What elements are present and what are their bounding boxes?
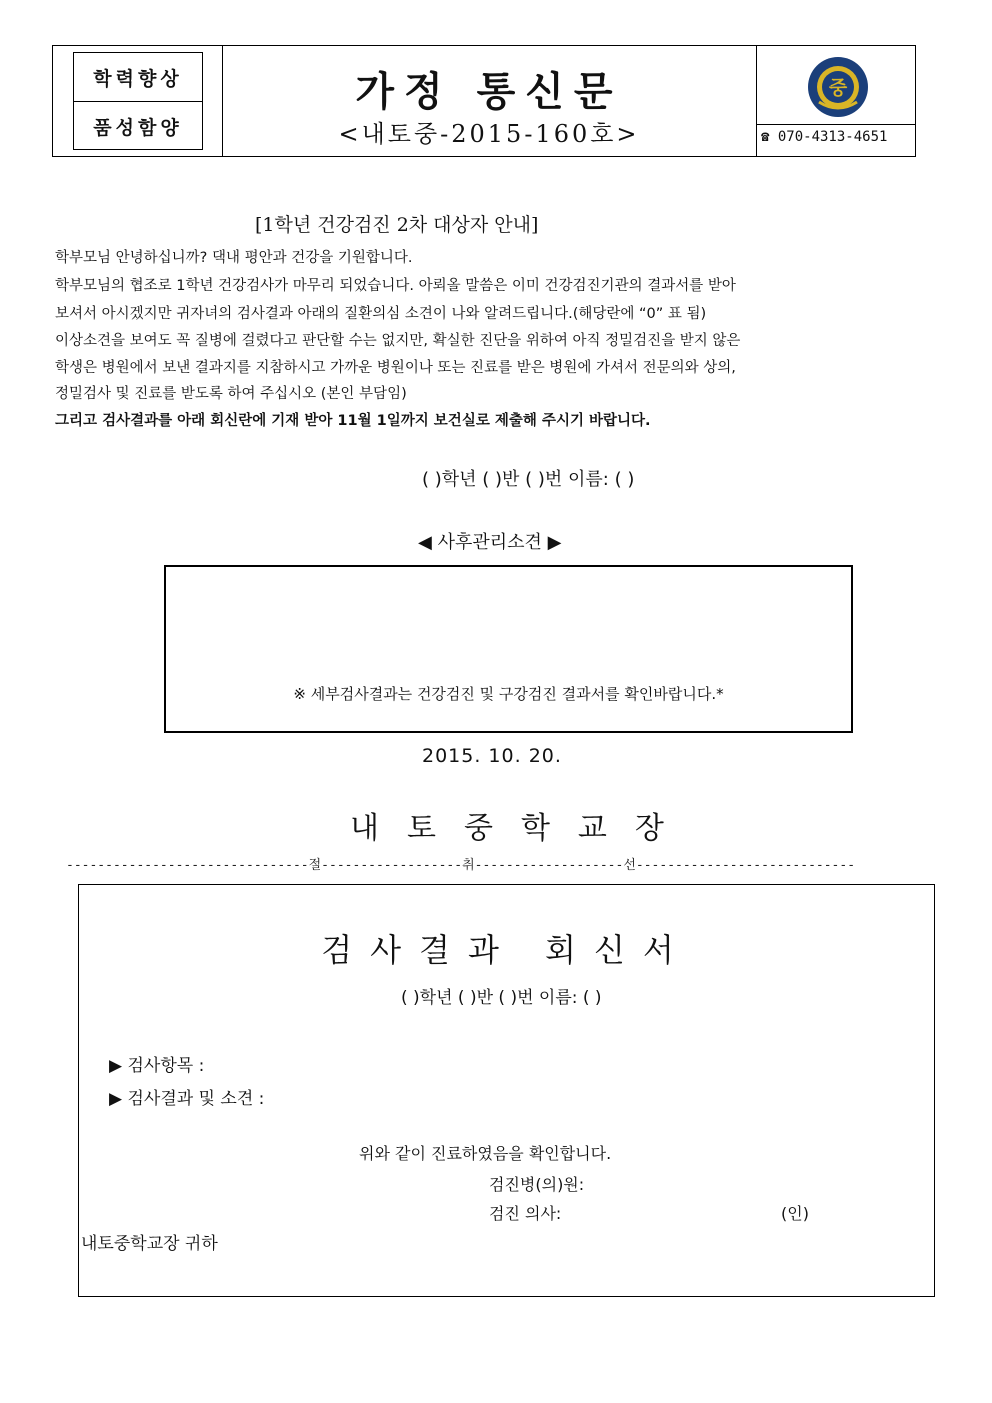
issue-date: 2015. 10. 20. [422,745,562,767]
clinic-label: 검진병(의)원: [489,1175,585,1194]
aftercare-heading: ◀ 사후관리소견 ▶ [418,532,562,553]
notice-line-3: 보셔서 아시겠지만 귀자녀의 검사결과 아래의 질환의심 소견이 나와 알려드립니다.(해당란에 “0” 표 됨) [55,306,707,322]
box-note: ※ 세부검사결과는 건강검진 및 구강검진 결과서를 확인바랍니다.* [293,685,724,703]
reply-form [78,884,935,1297]
phone-number: ☎ 070-4313-4651 [761,129,888,145]
addressee: 내토중학교장 귀하 [81,1234,218,1254]
exam-result-label: ▶ 검사결과 및 소견 : [109,1089,265,1109]
reply-student-line: ( )학년 ( )반 ( )번 이름: ( ) [401,988,602,1008]
letter-header [52,45,916,157]
notice-line-4: 이상소견을 보여도 꼭 질병에 걸렸다고 판단할 수는 없지만, 확실한 진단을 위하여 아직 정밀검진을 받지 않은 [55,333,741,349]
notice-line-1: 학부모님 안녕하십니까? 댁내 평안과 건강을 기원합니다. [55,250,413,266]
motto-box [73,52,203,150]
confirmation-text: 위와 같이 진료하였음을 확인합니다. [359,1144,612,1163]
student-info-line: ( )학년 ( )반 ( )번 이름: ( ) [422,469,635,490]
logo-cell [757,46,915,156]
motto-bottom: 품성함양 [93,116,183,139]
title-cell [223,46,757,156]
submission-instruction: 그리고 검사결과를 아래 회신란에 기재 받아 11월 1일까지 보건실로 제출해 주시기 바랍니다. [55,413,651,429]
motto-cell [53,46,223,156]
exam-item-label: ▶ 검사항목 : [109,1056,205,1076]
notice-line-5: 학생은 병원에서 보낸 결과지를 지참하시고 가까운 병원이나 또는 진료를 받은 병원에 가셔서 전문의와 상의, [55,360,736,376]
notice-title: [1학년 건강검진 2차 대상자 안내] [255,214,539,236]
issue-number: <내토중-2015-160호> [338,120,640,148]
principal-name: 내토중학교장 [350,811,692,846]
school-logo [807,56,869,118]
notice-line-2: 학부모님의 협조로 1학년 건강검사가 마무리 되었습니다. 아뢰올 말씀은 이미 건강검진기관의 결과서를 받아 [55,278,736,294]
doctor-label: 검진 의사: [489,1204,562,1223]
seal-mark: (인) [781,1204,809,1223]
notice-line-6: 정밀검사 및 진료를 받도록 하여 주십시오 (본인 부담임) [55,386,407,402]
logo-text: 중 [828,77,848,99]
reply-title: 검사결과 회신서 [321,931,692,969]
motto-top: 학력향상 [74,53,202,102]
divider [757,124,915,125]
aftercare-box [164,565,853,733]
cut-line: -------------------------------절------------------취-------------------선---------------------------- [66,858,856,873]
page-title: 가정 통신문 [355,68,623,115]
